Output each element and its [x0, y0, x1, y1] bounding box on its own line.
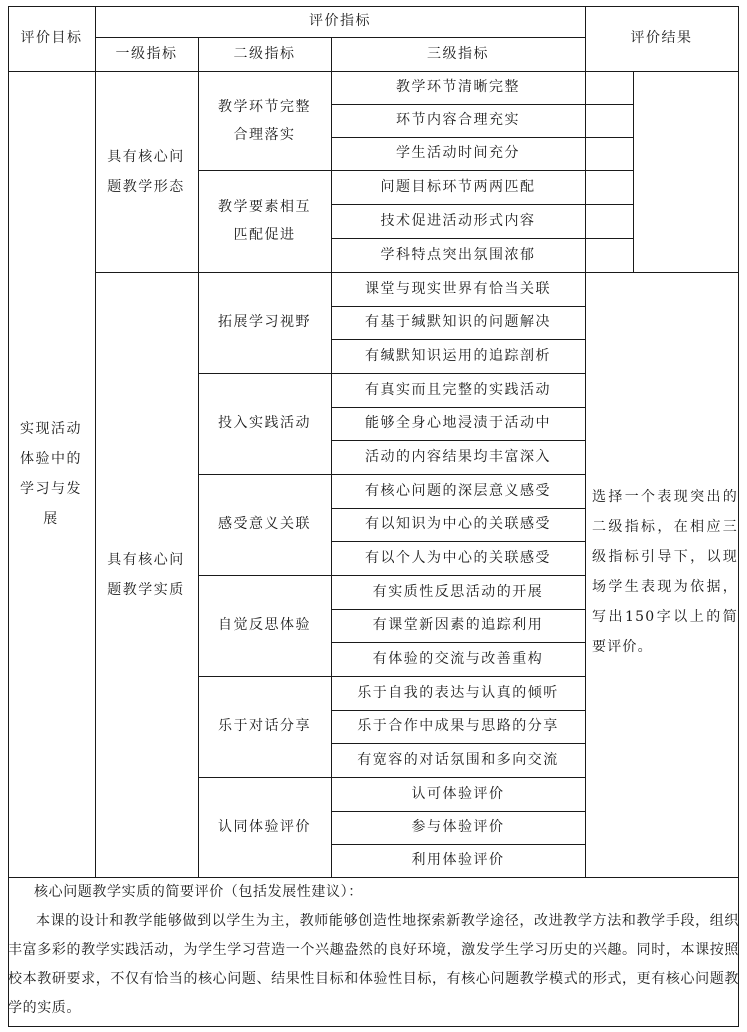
level2-item: 拓展学习视野 [218, 314, 311, 330]
level3-item: 利用体验评价 [411, 852, 505, 868]
level3-item: 有基于缄默知识的问题解决 [365, 314, 551, 330]
level1-essence: 具有核心问题教学实质 [107, 551, 185, 598]
level3-item: 有宽容的对话氛围和多向交流 [357, 751, 559, 768]
level3-item: 认可体验评价 [411, 785, 505, 802]
header-level3: 三级指标 [427, 45, 489, 62]
header-level1: 一级指标 [115, 45, 178, 62]
level3-item: 乐于自我的表达与认真的倾听 [357, 684, 559, 701]
level3-item: 问题目标环节两两匹配 [380, 178, 536, 195]
evaluation-target: 实现活动体验中的学习与发展 [20, 421, 82, 527]
level3-item: 有缄默知识运用的追踪剖析 [365, 347, 551, 364]
level2-item: 投入实践活动 [218, 415, 311, 431]
level3-item: 活动的内容结果均丰富深入 [365, 448, 551, 465]
level1-form: 具有核心问题教学形态 [107, 148, 185, 195]
level2-item: 教学环节完整合理落实 [218, 98, 311, 143]
level3-item: 乐于合作中成果与思路的分享 [357, 718, 559, 734]
header-target: 评价目标 [20, 30, 83, 46]
level3-item: 参与体验评价 [411, 819, 505, 835]
level2-item: 乐于对话分享 [218, 718, 311, 734]
level3-item: 有真实而且完整的实践活动 [365, 381, 551, 398]
level3-item: 有以知识为中心的关联感受 [365, 516, 551, 532]
level3-item: 课堂与现实世界有恰当关联 [365, 280, 551, 297]
summary-body: 本课的设计和教学能够做到以学生为主，教师能够创造性地探索新教学途径，改进教学方法和教学手段，组织丰富多彩的教学实践活动，为学生学习营造一个兴趣盎然的良好环境，激发学生学习历史的兴趣。同时，本课按照校本教研要求，不仅有恰当的核心问题、结果性目标和体验性目标，有核心问题教学模式的形式，更有核心问题教学的实质。 [8, 913, 739, 1016]
level3-item: 学科特点突出氛围浓郁 [380, 246, 536, 263]
level3-item: 有课堂新因素的追踪利用 [372, 617, 544, 633]
level2-item: 自觉反思体验 [218, 617, 311, 633]
summary-title: 核心问题教学实质的简要评价（包括发展性建议）： [34, 884, 363, 900]
level3-item: 有实质性反思活动的开展 [372, 583, 544, 600]
level3-item: 教学环节清晰完整 [396, 79, 520, 95]
header-level2: 二级指标 [233, 45, 296, 62]
level3-item: 学生活动时间充分 [396, 145, 520, 161]
level3-item: 有核心问题的深层意义感受 [365, 482, 551, 499]
header-indicator: 评价指标 [309, 13, 371, 29]
level3-item: 技术促进活动形式内容 [380, 212, 536, 229]
level2-item: 感受意义关联 [218, 516, 311, 532]
summary-section [8, 878, 739, 1023]
level3-item: 有以个人为中心的关联感受 [365, 549, 551, 566]
level2-item: 认同体验评价 [218, 818, 311, 835]
level3-item: 能够全身心地浸渍于活动中 [365, 415, 551, 431]
result-instruction: 选择一个表现突出的二级指标，在相应三级指标引导下，以现场学生表现为依据，写出150字以上的简要评价。 [592, 489, 738, 655]
level2-item: 教学要素相互匹配促进 [218, 199, 311, 243]
level3-item: 有体验的交流与改善重构 [372, 650, 544, 667]
header-result: 评价结果 [630, 30, 693, 46]
level3-item: 环节内容合理充实 [396, 112, 520, 128]
